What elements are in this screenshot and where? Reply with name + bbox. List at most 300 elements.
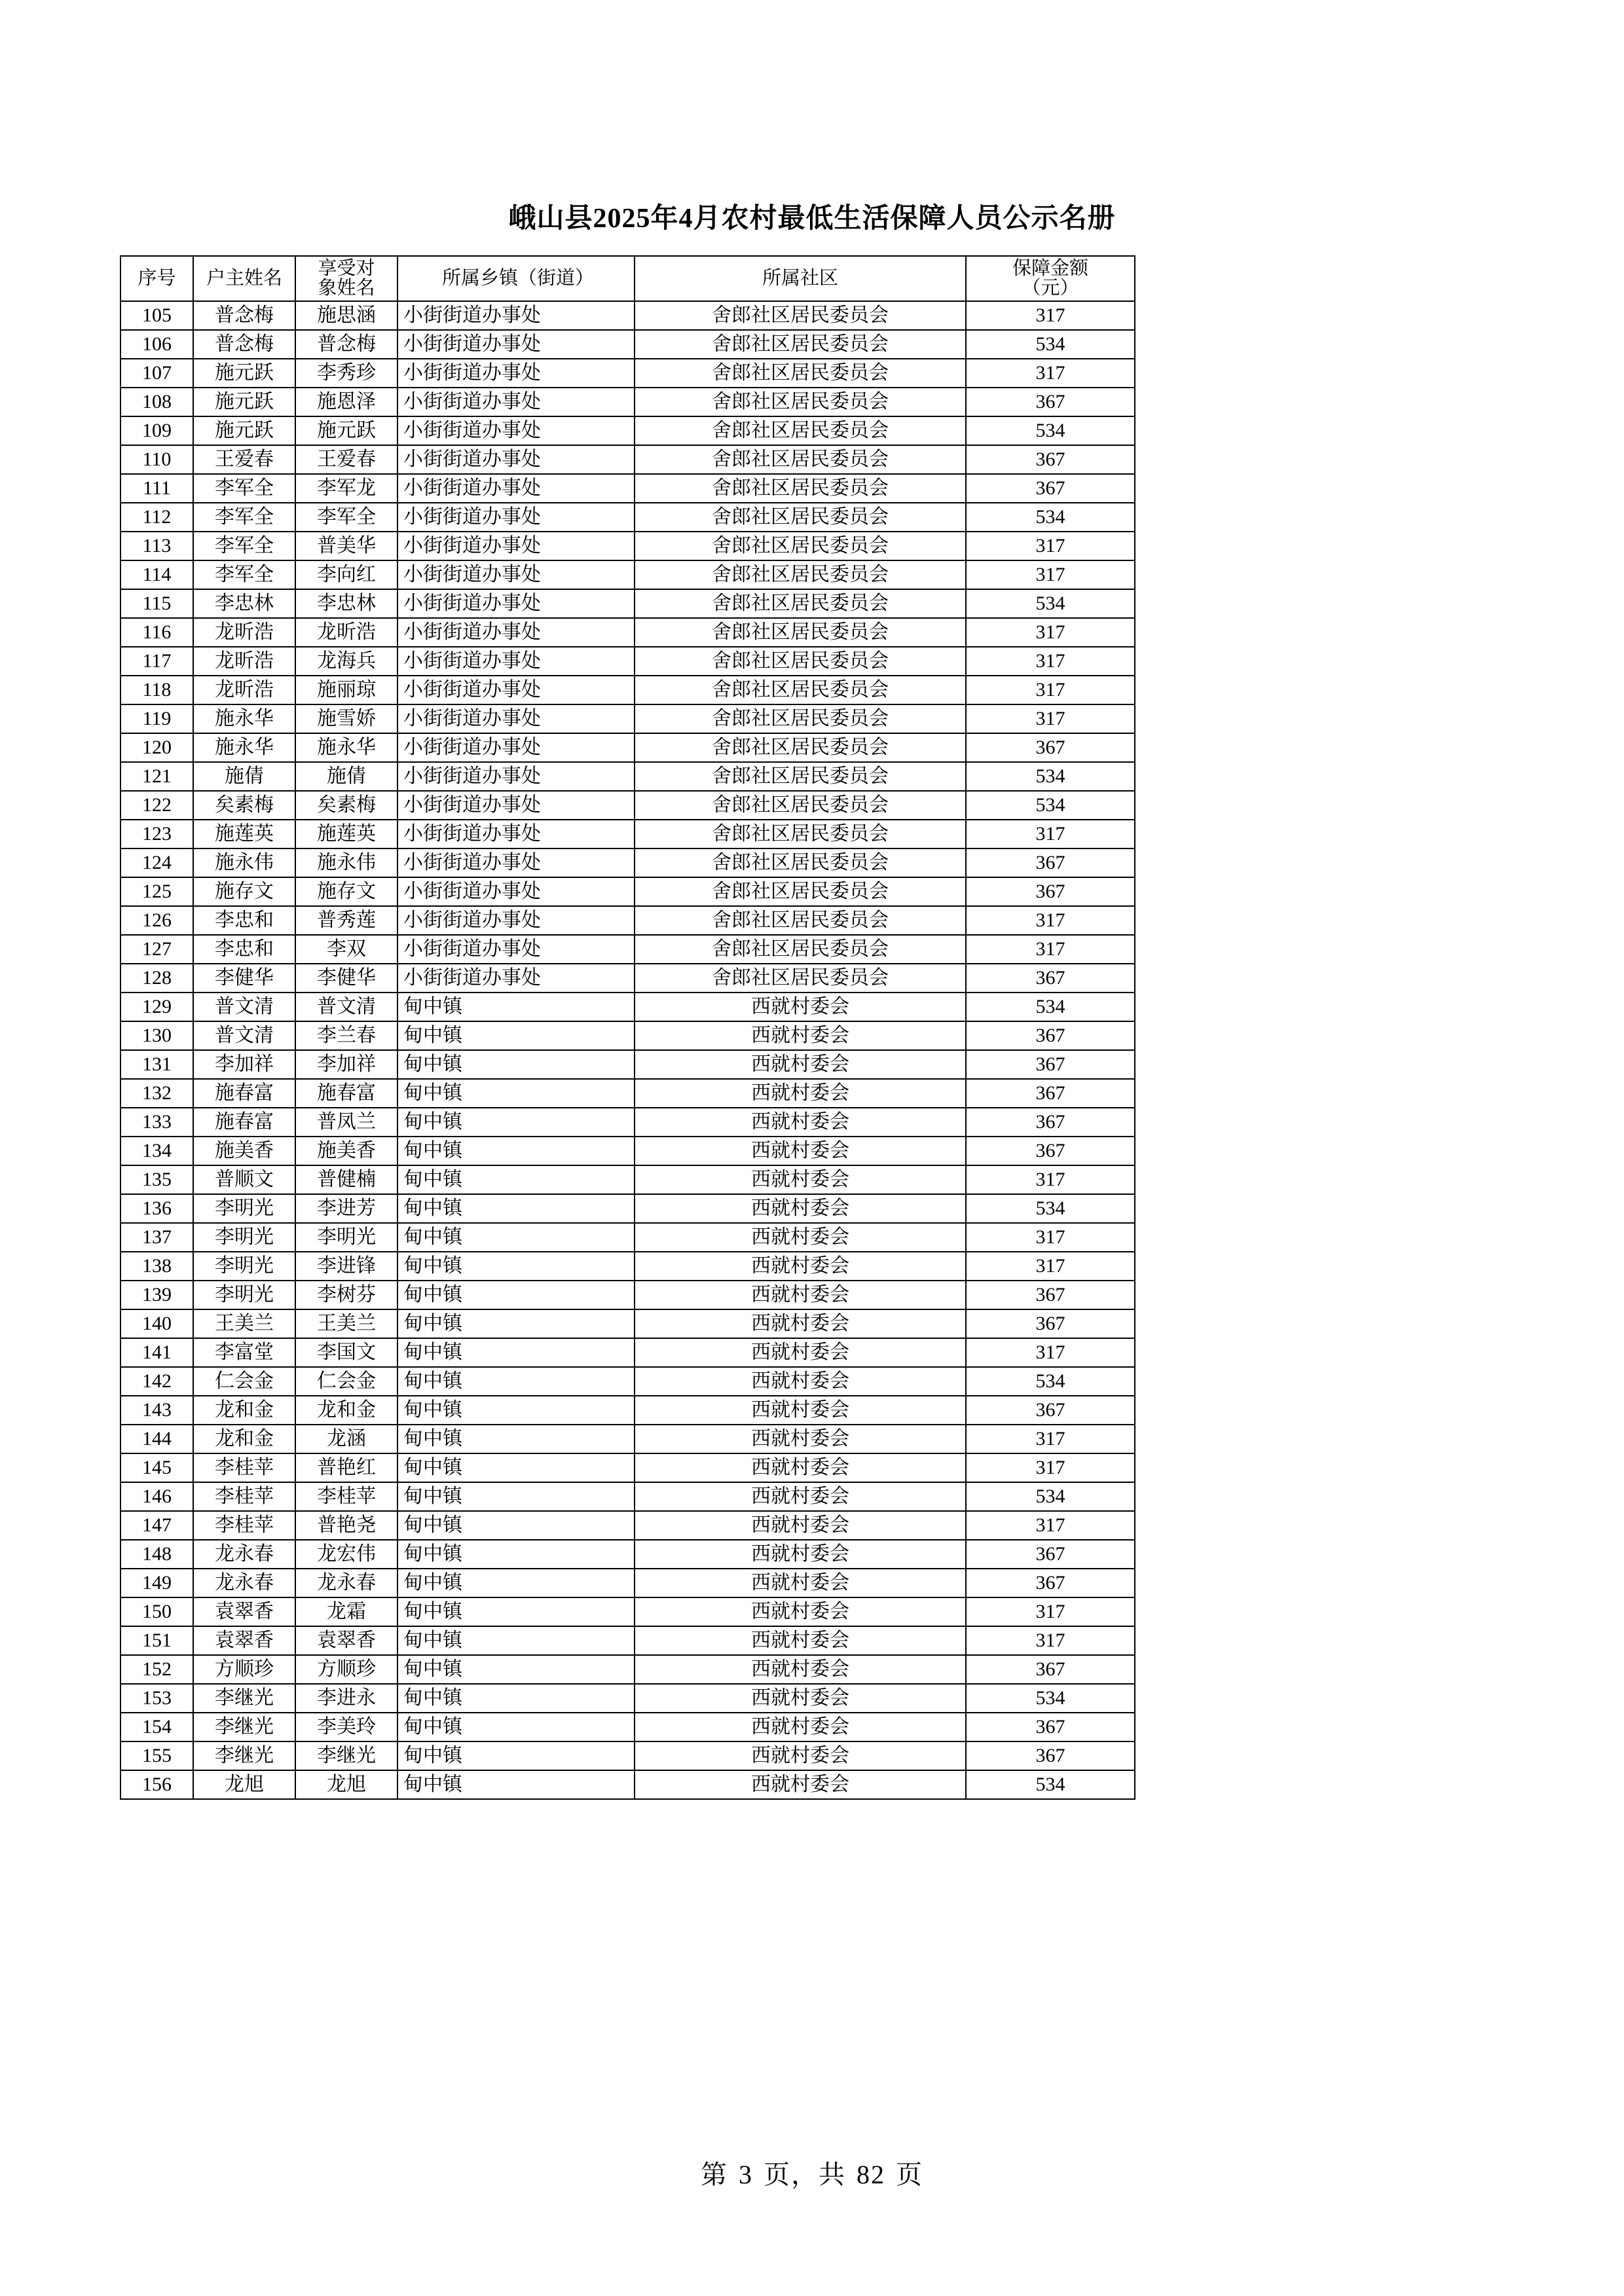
cell-township: 甸中镇 <box>397 1425 635 1453</box>
table-row <box>120 791 1135 820</box>
cell-township: 甸中镇 <box>397 1453 635 1482</box>
table-row <box>120 1223 1135 1252</box>
table-row <box>120 1597 1135 1626</box>
cell-index: 113 <box>120 532 193 560</box>
cell-recipient: 李健华 <box>295 964 397 993</box>
cell-recipient: 袁翠香 <box>295 1626 397 1655</box>
cell-township: 小街街道办事处 <box>397 647 635 676</box>
cell-township: 甸中镇 <box>397 1482 635 1511</box>
cell-recipient: 李兰春 <box>295 1021 397 1050</box>
cell-index: 152 <box>120 1655 193 1684</box>
table-row <box>120 647 1135 676</box>
cell-community: 舍郎社区居民委员会 <box>635 445 966 474</box>
roster-table <box>120 255 1135 1800</box>
table-row <box>120 1309 1135 1338</box>
cell-community: 舍郎社区居民委员会 <box>635 647 966 676</box>
table-row <box>120 1453 1135 1482</box>
cell-index: 153 <box>120 1684 193 1713</box>
cell-recipient: 龙旭 <box>295 1770 397 1799</box>
cell-householder: 仁会金 <box>193 1367 295 1396</box>
cell-amount: 367 <box>966 445 1135 474</box>
table-row <box>120 733 1135 762</box>
table-row <box>120 560 1135 589</box>
cell-amount: 317 <box>966 1338 1135 1367</box>
cell-amount: 534 <box>966 993 1135 1021</box>
cell-index: 114 <box>120 560 193 589</box>
cell-householder: 普念梅 <box>193 301 295 330</box>
cell-householder: 李忠和 <box>193 906 295 935</box>
cell-township: 小街街道办事处 <box>397 676 635 704</box>
cell-amount: 317 <box>966 820 1135 848</box>
cell-recipient: 普凤兰 <box>295 1108 397 1137</box>
cell-recipient: 施倩 <box>295 762 397 791</box>
table-header-row <box>120 256 1135 301</box>
cell-amount: 317 <box>966 1223 1135 1252</box>
table-row <box>120 877 1135 906</box>
cell-householder: 李继光 <box>193 1741 295 1770</box>
table-row <box>120 1770 1135 1799</box>
cell-recipient: 方顺珍 <box>295 1655 397 1684</box>
cell-index: 140 <box>120 1309 193 1338</box>
cell-index: 121 <box>120 762 193 791</box>
cell-index: 127 <box>120 935 193 964</box>
cell-householder: 李忠林 <box>193 589 295 618</box>
cell-community: 舍郎社区居民委员会 <box>635 330 966 359</box>
cell-amount: 367 <box>966 1540 1135 1569</box>
cell-recipient: 施莲英 <box>295 820 397 848</box>
cell-community: 舍郎社区居民委员会 <box>635 589 966 618</box>
cell-householder: 龙昕浩 <box>193 647 295 676</box>
table-row <box>120 1021 1135 1050</box>
cell-township: 甸中镇 <box>397 1021 635 1050</box>
cell-township: 小街街道办事处 <box>397 618 635 647</box>
cell-index: 143 <box>120 1396 193 1425</box>
cell-householder: 施倩 <box>193 762 295 791</box>
cell-index: 148 <box>120 1540 193 1569</box>
cell-township: 小街街道办事处 <box>397 877 635 906</box>
table-row <box>120 359 1135 388</box>
cell-community: 西就村委会 <box>635 1338 966 1367</box>
table-row <box>120 1252 1135 1281</box>
cell-householder: 李明光 <box>193 1194 295 1223</box>
cell-amount: 317 <box>966 560 1135 589</box>
cell-community: 西就村委会 <box>635 1597 966 1626</box>
cell-recipient: 李进锋 <box>295 1252 397 1281</box>
cell-amount: 317 <box>966 647 1135 676</box>
cell-township: 小街街道办事处 <box>397 589 635 618</box>
cell-index: 132 <box>120 1079 193 1108</box>
cell-community: 舍郎社区居民委员会 <box>635 935 966 964</box>
cell-amount: 367 <box>966 1655 1135 1684</box>
cell-township: 甸中镇 <box>397 1108 635 1137</box>
cell-township: 甸中镇 <box>397 1741 635 1770</box>
cell-community: 西就村委会 <box>635 1396 966 1425</box>
cell-recipient: 李向红 <box>295 560 397 589</box>
cell-householder: 矣素梅 <box>193 791 295 820</box>
cell-community: 西就村委会 <box>635 1165 966 1194</box>
cell-community: 西就村委会 <box>635 1108 966 1137</box>
cell-index: 131 <box>120 1050 193 1079</box>
cell-amount: 367 <box>966 1713 1135 1741</box>
column-header-amount-line2: （元） <box>1022 277 1079 299</box>
cell-householder: 施元跃 <box>193 359 295 388</box>
cell-township: 小街街道办事处 <box>397 762 635 791</box>
cell-index: 111 <box>120 474 193 503</box>
cell-recipient: 普念梅 <box>295 330 397 359</box>
cell-index: 116 <box>120 618 193 647</box>
cell-recipient: 龙昕浩 <box>295 618 397 647</box>
cell-index: 128 <box>120 964 193 993</box>
cell-township: 甸中镇 <box>397 1626 635 1655</box>
table-row <box>120 848 1135 877</box>
cell-recipient: 龙霜 <box>295 1597 397 1626</box>
table-row <box>120 532 1135 560</box>
cell-householder: 袁翠香 <box>193 1597 295 1626</box>
cell-community: 西就村委会 <box>635 1021 966 1050</box>
cell-householder: 施美香 <box>193 1137 295 1165</box>
cell-community: 西就村委会 <box>635 1137 966 1165</box>
cell-householder: 李健华 <box>193 964 295 993</box>
cell-householder: 施莲英 <box>193 820 295 848</box>
cell-community: 舍郎社区居民委员会 <box>635 791 966 820</box>
cell-amount: 317 <box>966 618 1135 647</box>
cell-community: 舍郎社区居民委员会 <box>635 848 966 877</box>
cell-recipient: 普秀莲 <box>295 906 397 935</box>
cell-township: 甸中镇 <box>397 1597 635 1626</box>
cell-amount: 367 <box>966 733 1135 762</box>
cell-community: 舍郎社区居民委员会 <box>635 416 966 445</box>
cell-amount: 317 <box>966 532 1135 560</box>
cell-index: 122 <box>120 791 193 820</box>
cell-township: 小街街道办事处 <box>397 906 635 935</box>
cell-householder: 施春富 <box>193 1108 295 1137</box>
cell-township: 小街街道办事处 <box>397 445 635 474</box>
cell-index: 135 <box>120 1165 193 1194</box>
cell-householder: 王美兰 <box>193 1309 295 1338</box>
cell-recipient: 施美香 <box>295 1137 397 1165</box>
cell-township: 甸中镇 <box>397 1194 635 1223</box>
table-row <box>120 1050 1135 1079</box>
cell-community: 舍郎社区居民委员会 <box>635 820 966 848</box>
table-row <box>120 1425 1135 1453</box>
cell-community: 西就村委会 <box>635 993 966 1021</box>
cell-householder: 龙和金 <box>193 1396 295 1425</box>
cell-township: 小街街道办事处 <box>397 848 635 877</box>
table-row <box>120 1626 1135 1655</box>
column-header-index: 序号 <box>120 256 193 301</box>
cell-householder: 李加祥 <box>193 1050 295 1079</box>
cell-community: 西就村委会 <box>635 1741 966 1770</box>
cell-recipient: 普艳红 <box>295 1453 397 1482</box>
cell-amount: 367 <box>966 1108 1135 1137</box>
cell-amount: 534 <box>966 762 1135 791</box>
cell-amount: 317 <box>966 359 1135 388</box>
cell-recipient: 李继光 <box>295 1741 397 1770</box>
cell-amount: 367 <box>966 848 1135 877</box>
cell-index: 137 <box>120 1223 193 1252</box>
cell-township: 小街街道办事处 <box>397 301 635 330</box>
cell-township: 小街街道办事处 <box>397 560 635 589</box>
cell-amount: 367 <box>966 1137 1135 1165</box>
cell-householder: 袁翠香 <box>193 1626 295 1655</box>
cell-amount: 367 <box>966 964 1135 993</box>
cell-householder: 方顺珍 <box>193 1655 295 1684</box>
cell-index: 139 <box>120 1281 193 1309</box>
cell-index: 142 <box>120 1367 193 1396</box>
cell-township: 小街街道办事处 <box>397 935 635 964</box>
cell-amount: 317 <box>966 1252 1135 1281</box>
cell-recipient: 李美玲 <box>295 1713 397 1741</box>
cell-community: 西就村委会 <box>635 1713 966 1741</box>
table-row <box>120 1655 1135 1684</box>
cell-index: 120 <box>120 733 193 762</box>
cell-recipient: 李双 <box>295 935 397 964</box>
cell-community: 舍郎社区居民委员会 <box>635 676 966 704</box>
table-row <box>120 618 1135 647</box>
table-row <box>120 301 1135 330</box>
cell-recipient: 普健楠 <box>295 1165 397 1194</box>
table-row <box>120 1108 1135 1137</box>
cell-householder: 李桂苹 <box>193 1511 295 1540</box>
cell-recipient: 施丽琼 <box>295 676 397 704</box>
table-row <box>120 416 1135 445</box>
cell-householder: 施元跃 <box>193 416 295 445</box>
table-row <box>120 1684 1135 1713</box>
cell-index: 123 <box>120 820 193 848</box>
cell-community: 西就村委会 <box>635 1453 966 1482</box>
cell-householder: 普顺文 <box>193 1165 295 1194</box>
table-row <box>120 330 1135 359</box>
cell-householder: 李富堂 <box>193 1338 295 1367</box>
cell-index: 155 <box>120 1741 193 1770</box>
cell-township: 小街街道办事处 <box>397 474 635 503</box>
cell-amount: 367 <box>966 474 1135 503</box>
cell-recipient: 矣素梅 <box>295 791 397 820</box>
cell-recipient: 李加祥 <box>295 1050 397 1079</box>
cell-township: 甸中镇 <box>397 1770 635 1799</box>
footer-prefix: 第 <box>701 2160 728 2189</box>
cell-amount: 534 <box>966 416 1135 445</box>
cell-community: 舍郎社区居民委员会 <box>635 388 966 416</box>
cell-amount: 367 <box>966 1741 1135 1770</box>
cell-householder: 李军全 <box>193 560 295 589</box>
cell-index: 134 <box>120 1137 193 1165</box>
cell-index: 130 <box>120 1021 193 1050</box>
table-row <box>120 993 1135 1021</box>
cell-amount: 317 <box>966 906 1135 935</box>
cell-recipient: 施永华 <box>295 733 397 762</box>
cell-amount: 317 <box>966 935 1135 964</box>
cell-index: 117 <box>120 647 193 676</box>
cell-index: 125 <box>120 877 193 906</box>
cell-township: 甸中镇 <box>397 1309 635 1338</box>
cell-township: 小街街道办事处 <box>397 503 635 532</box>
cell-township: 小街街道办事处 <box>397 820 635 848</box>
cell-recipient: 龙涵 <box>295 1425 397 1453</box>
page-title: 峨山县2025年4月农村最低生活保障人员公示名册 <box>508 204 1116 234</box>
cell-householder: 李军全 <box>193 532 295 560</box>
cell-recipient: 普文清 <box>295 993 397 1021</box>
cell-amount: 317 <box>966 676 1135 704</box>
cell-recipient: 李进芳 <box>295 1194 397 1223</box>
cell-township: 甸中镇 <box>397 1713 635 1741</box>
cell-community: 舍郎社区居民委员会 <box>635 733 966 762</box>
table-row <box>120 1194 1135 1223</box>
cell-community: 西就村委会 <box>635 1223 966 1252</box>
cell-index: 147 <box>120 1511 193 1540</box>
cell-recipient: 施春富 <box>295 1079 397 1108</box>
column-header-recipient-line1: 享受对 <box>318 258 375 279</box>
cell-index: 156 <box>120 1770 193 1799</box>
table-row <box>120 503 1135 532</box>
cell-recipient: 李秀珍 <box>295 359 397 388</box>
column-header-amount <box>966 256 1135 301</box>
cell-township: 甸中镇 <box>397 1540 635 1569</box>
cell-community: 舍郎社区居民委员会 <box>635 359 966 388</box>
cell-community: 舍郎社区居民委员会 <box>635 474 966 503</box>
cell-householder: 李军全 <box>193 503 295 532</box>
cell-community: 西就村委会 <box>635 1684 966 1713</box>
cell-recipient: 龙海兵 <box>295 647 397 676</box>
cell-community: 舍郎社区居民委员会 <box>635 704 966 733</box>
cell-index: 107 <box>120 359 193 388</box>
cell-community: 西就村委会 <box>635 1050 966 1079</box>
cell-township: 甸中镇 <box>397 1281 635 1309</box>
cell-index: 144 <box>120 1425 193 1453</box>
table-row <box>120 388 1135 416</box>
cell-amount: 367 <box>966 1396 1135 1425</box>
cell-township: 小街街道办事处 <box>397 416 635 445</box>
cell-index: 149 <box>120 1569 193 1597</box>
footer-page-number: 3 <box>739 2160 753 2189</box>
cell-householder: 龙永春 <box>193 1540 295 1569</box>
column-header-householder: 户主姓名 <box>193 256 295 301</box>
cell-householder: 李继光 <box>193 1713 295 1741</box>
table-row <box>120 445 1135 474</box>
table-row <box>120 1713 1135 1741</box>
cell-householder: 普文清 <box>193 993 295 1021</box>
cell-amount: 367 <box>966 1050 1135 1079</box>
cell-amount: 367 <box>966 1309 1135 1338</box>
cell-community: 西就村委会 <box>635 1770 966 1799</box>
cell-community: 舍郎社区居民委员会 <box>635 877 966 906</box>
cell-index: 109 <box>120 416 193 445</box>
page-footer <box>0 2154 1624 2191</box>
cell-community: 西就村委会 <box>635 1252 966 1281</box>
cell-township: 甸中镇 <box>397 1050 635 1079</box>
cell-amount: 534 <box>966 1770 1135 1799</box>
cell-recipient: 普艳尧 <box>295 1511 397 1540</box>
cell-amount: 534 <box>966 1194 1135 1223</box>
footer-suffix: 页 <box>896 2160 923 2189</box>
cell-recipient: 龙宏伟 <box>295 1540 397 1569</box>
cell-recipient: 李进永 <box>295 1684 397 1713</box>
cell-householder: 李明光 <box>193 1223 295 1252</box>
cell-recipient: 李树芬 <box>295 1281 397 1309</box>
cell-community: 西就村委会 <box>635 1540 966 1569</box>
table-row <box>120 1367 1135 1396</box>
cell-householder: 李桂苹 <box>193 1453 295 1482</box>
footer-middle: 页，共 <box>764 2160 846 2189</box>
cell-township: 甸中镇 <box>397 1338 635 1367</box>
cell-recipient: 仁会金 <box>295 1367 397 1396</box>
cell-index: 108 <box>120 388 193 416</box>
cell-index: 150 <box>120 1597 193 1626</box>
cell-recipient: 施存文 <box>295 877 397 906</box>
cell-index: 145 <box>120 1453 193 1482</box>
column-header-recipient-line2: 象姓名 <box>318 277 375 299</box>
cell-community: 西就村委会 <box>635 1626 966 1655</box>
table-row <box>120 1281 1135 1309</box>
table-header <box>120 256 1135 301</box>
table-row <box>120 704 1135 733</box>
table-row <box>120 1569 1135 1597</box>
cell-amount: 317 <box>966 1165 1135 1194</box>
cell-index: 141 <box>120 1338 193 1367</box>
cell-community: 舍郎社区居民委员会 <box>635 618 966 647</box>
cell-householder: 龙昕浩 <box>193 618 295 647</box>
cell-amount: 317 <box>966 1425 1135 1453</box>
cell-index: 124 <box>120 848 193 877</box>
cell-index: 105 <box>120 301 193 330</box>
cell-index: 146 <box>120 1482 193 1511</box>
table-row <box>120 1540 1135 1569</box>
cell-community: 西就村委会 <box>635 1367 966 1396</box>
cell-recipient: 施雪娇 <box>295 704 397 733</box>
table-body <box>120 301 1135 1799</box>
cell-amount: 367 <box>966 1281 1135 1309</box>
cell-community: 西就村委会 <box>635 1425 966 1453</box>
table-row <box>120 820 1135 848</box>
cell-community: 西就村委会 <box>635 1079 966 1108</box>
cell-householder: 李桂苹 <box>193 1482 295 1511</box>
column-header-township: 所属乡镇（街道） <box>397 256 635 301</box>
cell-amount: 317 <box>966 1453 1135 1482</box>
cell-recipient: 李国文 <box>295 1338 397 1367</box>
table-row <box>120 676 1135 704</box>
cell-householder: 施元跃 <box>193 388 295 416</box>
cell-township: 甸中镇 <box>397 1396 635 1425</box>
cell-community: 舍郎社区居民委员会 <box>635 964 966 993</box>
cell-recipient: 龙永春 <box>295 1569 397 1597</box>
footer-total-pages: 82 <box>857 2160 885 2189</box>
cell-amount: 534 <box>966 791 1135 820</box>
cell-township: 甸中镇 <box>397 1079 635 1108</box>
cell-community: 西就村委会 <box>635 1194 966 1223</box>
cell-amount: 317 <box>966 1511 1135 1540</box>
roster-table-container <box>120 255 1107 1800</box>
cell-township: 甸中镇 <box>397 1511 635 1540</box>
cell-amount: 317 <box>966 301 1135 330</box>
cell-township: 小街街道办事处 <box>397 964 635 993</box>
column-header-amount-line1: 保障金额 <box>1012 258 1088 279</box>
cell-amount: 534 <box>966 503 1135 532</box>
cell-township: 小街街道办事处 <box>397 330 635 359</box>
cell-recipient: 李桂苹 <box>295 1482 397 1511</box>
cell-township: 甸中镇 <box>397 1165 635 1194</box>
cell-householder: 施永华 <box>193 733 295 762</box>
table-row <box>120 762 1135 791</box>
cell-amount: 367 <box>966 1569 1135 1597</box>
cell-township: 小街街道办事处 <box>397 532 635 560</box>
table-row <box>120 589 1135 618</box>
cell-index: 129 <box>120 993 193 1021</box>
cell-community: 舍郎社区居民委员会 <box>635 301 966 330</box>
cell-township: 甸中镇 <box>397 1367 635 1396</box>
cell-index: 106 <box>120 330 193 359</box>
cell-index: 133 <box>120 1108 193 1137</box>
table-row <box>120 935 1135 964</box>
